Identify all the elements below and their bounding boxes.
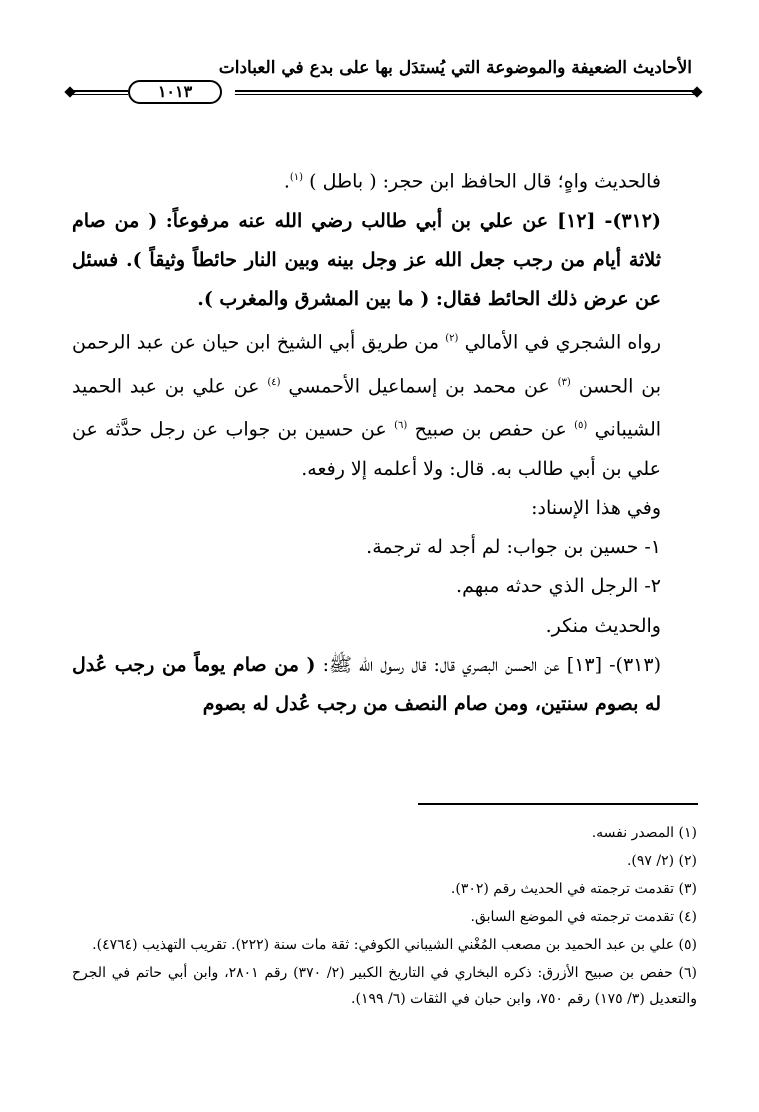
footnote-6: (٦) حفص بن صبيح الأزرق: ذكره البخاري في التاريخ الكبير (٢/ ٣٧٠) رقم ٢٨٠١، وابن أبي حاتم في الجرح والتعديل (٣/ ١٧٥) رقم ٧٥٠، وابن حبان في الثقات (٦/ ١٩٩).	[72, 965, 697, 1007]
hadith-313-header: (٣١٣)- [١٣] عن الحسن البصري قال: قال رسول الله ﷺ:	[322, 653, 661, 676]
hadith-312	[72, 202, 697, 320]
hadith-313-matn: ( من صام يوماً من رجب عُدل له بصوم سنتين، ومن صام النصف من رجب عُدل له بصوم	[72, 653, 661, 715]
footnote-ref: (١)	[289, 172, 304, 183]
header-diamond-right	[691, 86, 702, 97]
footnote-2: (٢) (٢/ ٩٧).	[626, 853, 697, 869]
header-rule-right-thin	[235, 94, 695, 95]
header-rule-left-thin	[72, 94, 128, 95]
footnote-ref: (٣)	[557, 376, 571, 388]
footnotes	[72, 820, 697, 1014]
footnote-5: (٥) علي بن عبد الحميد بن مصعب المُغْني الشيباني الكوفي: ثقة مات سنة (٢٢٢). تقريب التهذيب (٤٧٦٤).	[92, 937, 697, 953]
footnote-1: (١) المصدر نفسه.	[591, 825, 697, 841]
isnad-point-2: ٢- الرجل الذي حدثه مبهم.	[456, 575, 661, 598]
paragraph-takhrij: رواه الشجري في الأمالي $^{(٢)}$ من طريق أبي الشيخ ابن حيان عن عبد الرحمن بن الحسن $^{(٣)}$ عن محمد بن إسماعيل الأحمسي $^{(٤)}$ عن علي بن عبد الحميد الشيباني $^{(٥)}$ عن حفص بن صبيح $^{(٦)}$ عن حسين بن جواب عن رجل حدَّثه عن علي بن أبي طالب به. قال: ولا أعلمه إلا رفعه.	[72, 331, 662, 480]
header-diamond-left	[64, 86, 75, 97]
paragraph-isnad: وفي هذا الإسناد:	[531, 496, 661, 519]
main-text	[72, 158, 697, 724]
running-header	[60, 52, 710, 102]
paragraph-ruling: والحديث منكر.	[545, 614, 661, 637]
footnote-4: (٤) تقدمت ترجمته في الموضع السابق.	[470, 909, 697, 925]
page-number: ١٠١٣	[128, 80, 222, 104]
header-rule-right	[235, 90, 695, 92]
hadith-313	[72, 646, 697, 724]
paragraph-verdict: فالحديث واهٍ؛ قال الحافظ ابن حجر: ( باطل ) $^{(١)}$.	[283, 170, 661, 193]
footnote-ref: (٥)	[574, 420, 588, 432]
header-title: الأحاديث الضعيفة والموضوعة التي يُستدَل بها على بدع في العبادات	[218, 58, 692, 78]
footnote-3: (٣) تقدمت ترجمته في الحديث رقم (٣٠٢).	[450, 881, 697, 897]
footnote-separator	[418, 803, 698, 805]
header-rule-left	[72, 90, 128, 92]
footnote-ref: (٦)	[394, 420, 408, 432]
isnad-point-1: ١- حسين بن جواب: لم أجد له ترجمة.	[366, 536, 661, 559]
hadith-312-matn: ( من صام ثلاثة أيام من رجب جعل الله عز وجل بينه وبين النار حائطاً وثيقاً ). فسئل عن عرض ذلك الحائط فقال: ( ما بين المشرق والمغرب ).	[72, 209, 661, 310]
footnote-ref: (٢)	[445, 333, 459, 345]
hadith-312-header: (٣١٢)- [١٢] عن علي بن أبي طالب رضي الله عنه مرفوعاً:	[165, 209, 661, 232]
footnote-ref: (٤)	[267, 376, 281, 388]
